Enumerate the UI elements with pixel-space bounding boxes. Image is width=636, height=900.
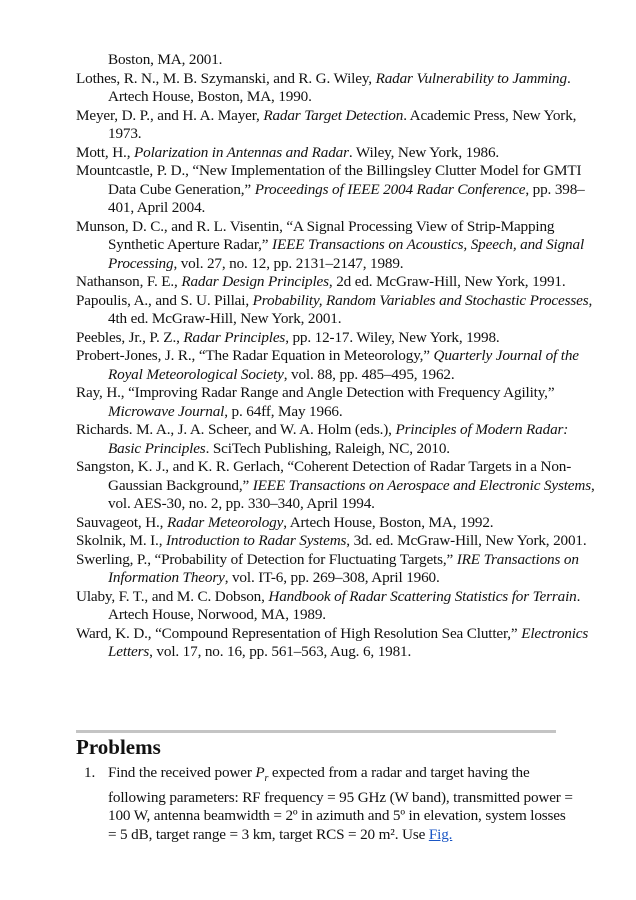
- reference-details: . SciTech Publishing, Raleigh, NC, 2010.: [205, 439, 450, 457]
- figure-link[interactable]: Fig.: [428, 825, 453, 843]
- reference-entry: [76, 625, 596, 662]
- reference-title: IEEE Transactions on Acoustics, Speech, and Signal Processing: [108, 236, 585, 272]
- reference-details: , vol. 27, no. 12, pp. 2131–2147, 1989.: [173, 254, 404, 272]
- reference-title: Microwave Journal: [108, 402, 225, 420]
- reference-title: IRE Transactions on Information Theory: [108, 550, 579, 586]
- reference-entry: [76, 273, 596, 292]
- reference-title: Radar Principles: [183, 328, 286, 346]
- reference-details: . Artech House, Norwood, MA, 1989.: [108, 587, 581, 623]
- reference-details: , vol. 17, no. 16, pp. 561–563, Aug. 6, 1981.: [149, 643, 412, 660]
- reference-entry: [76, 144, 596, 163]
- reference-entry: [76, 551, 596, 588]
- reference-authors: Peebles, Jr., P. Z.,: [76, 328, 184, 346]
- reference-authors: Ulaby, F. T., and M. C. Dobson,: [76, 587, 269, 605]
- power-symbol: $P_r$: [255, 764, 269, 785]
- reference-authors: Ray, H., “Improving Radar Range and Angle Detection with Frequency Agility,”: [76, 384, 555, 401]
- reference-title: Radar Target Detection: [263, 106, 404, 124]
- reference-authors: Richards. M. A., J. A. Scheer, and W. A. Holm (eds.),: [76, 421, 396, 438]
- reference-authors: Skolnik, M. I.,: [76, 532, 167, 549]
- reference-entry: [76, 218, 596, 274]
- reference-authors: Probert-Jones, J. R., “The Radar Equation in Meteorology,”: [76, 347, 434, 364]
- reference-title: Quarterly Journal of the Royal Meteorological Society: [108, 347, 579, 383]
- reference-details: , vol. IT-6, pp. 269–308, April 1960.: [224, 569, 440, 586]
- reference-title: Principles of Modern Radar: Basic Principles: [108, 421, 569, 457]
- reference-entry: [76, 107, 596, 144]
- reference-entry: [76, 51, 596, 70]
- reference-authors: Mott, H.,: [76, 143, 134, 161]
- reference-list: [76, 51, 596, 662]
- reference-entry: [76, 588, 596, 625]
- reference-entry: [76, 514, 596, 533]
- reference-title: Radar Meteorology: [166, 513, 284, 531]
- reference-details: , 2d ed. McGraw-Hill, New York, 1991.: [328, 273, 566, 290]
- reference-authors: Sangston, K. J., and K. R. Gerlach, “Coherent Detection of Radar Targets in a Non-Gaussian Background,”: [76, 458, 572, 494]
- problem-item: [84, 764, 574, 844]
- reference-authors: Meyer, D. P., and H. A. Mayer,: [76, 106, 264, 124]
- reference-entry: [76, 70, 596, 107]
- problems-heading: Problems: [76, 735, 161, 759]
- reference-title: Radar Design Principles: [181, 273, 329, 290]
- reference-details: , p. 64ff, May 1966.: [224, 402, 343, 420]
- reference-details: . Academic Press, New York, 1973.: [108, 106, 577, 142]
- reference-authors: Boston, MA, 2001.: [108, 51, 223, 68]
- reference-title: Handbook of Radar Scattering Statistics for Terrain: [268, 587, 577, 605]
- reference-details: . Artech House, Boston, MA, 1990.: [108, 69, 571, 105]
- reference-entry: [76, 421, 596, 458]
- reference-title: Probability, Random Variables and Stochastic Processes: [252, 291, 589, 309]
- reference-authors: Papoulis, A., and S. U. Pillai,: [76, 291, 253, 309]
- reference-details: . Wiley, New York, 1986.: [348, 143, 500, 161]
- reference-authors: Swerling, P., “Probability of Detection for Fluctuating Targets,”: [76, 550, 457, 568]
- reference-details: , vol. AES-30, no. 2, pp. 330–340, April 1994.: [108, 476, 595, 512]
- problem-text-after: expected from a radar and target having the following parameters: RF frequency = 95 GHz (W band), transmitted power = 100 W, antenna beamwidth = 2º in azimuth and 5º in elevation, system losses = 5 dB, target range = 3 km, target RCS = 20 m². Use: [108, 764, 573, 843]
- reference-details: , 3d. ed. McGraw-Hill, New York, 2001.: [346, 532, 587, 549]
- reference-entry: [76, 292, 596, 329]
- reference-details: , Artech House, Boston, MA, 1992.: [283, 513, 494, 531]
- reference-authors: Sauvageot, H.,: [76, 513, 167, 531]
- reference-title: IEEE Transactions on Aerospace and Electronic Systems: [252, 476, 591, 494]
- reference-authors: Nathanson, F. E.,: [76, 273, 182, 290]
- reference-authors: Munson, D. C., and R. L. Visentin, “A Signal Processing View of Strip-Mapping Synthetic Aperture Radar,”: [76, 217, 555, 253]
- reference-entry: [76, 162, 596, 218]
- reference-title: Introduction to Radar Systems: [166, 532, 347, 549]
- reference-details: , pp. 398–401, April 2004.: [108, 180, 585, 216]
- problem-number: 1.: [84, 764, 96, 781]
- reference-title: Polarization in Antennas and Radar: [134, 143, 349, 161]
- reference-authors: Mountcastle, P. D., “New Implementation of the Billingsley Clutter Model for GMTI Data Cube Generation,”: [76, 162, 582, 198]
- reference-entry: [76, 329, 596, 348]
- reference-entry: [76, 458, 596, 514]
- reference-title: Electronics Letters: [108, 624, 589, 660]
- reference-details: , 4th ed. McGraw-Hill, New York, 2001.: [108, 291, 593, 327]
- section-divider: [76, 730, 556, 733]
- problem-text-before: Find the received power: [108, 764, 256, 781]
- reference-entry: [76, 347, 596, 384]
- reference-entry: [76, 384, 596, 421]
- reference-authors: Lothes, R. N., M. B. Szymanski, and R. G. Wiley,: [76, 69, 376, 87]
- reference-authors: Ward, K. D., “Compound Representation of High Resolution Sea Clutter,”: [76, 624, 522, 642]
- reference-title: Proceedings of IEEE 2004 Radar Conference: [254, 180, 526, 198]
- reference-entry: [76, 532, 596, 551]
- reference-details: , pp. 12-17. Wiley, New York, 1998.: [285, 328, 500, 346]
- reference-title: Radar Vulnerability to Jamming: [375, 69, 567, 87]
- problem-list: [84, 764, 574, 844]
- reference-details: , vol. 88, pp. 485–495, 1962.: [283, 365, 455, 383]
